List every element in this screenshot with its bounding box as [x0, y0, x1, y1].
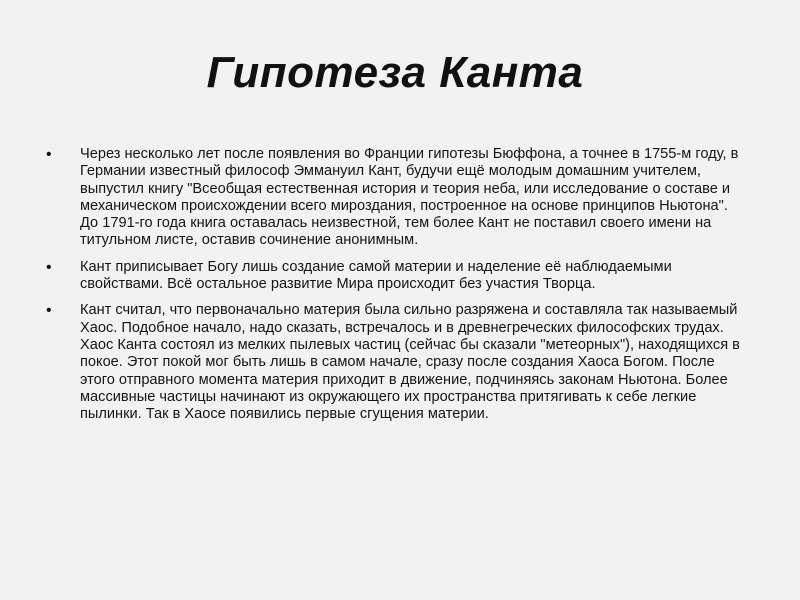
bullet-dot-icon: •	[46, 258, 52, 276]
bullet-list	[46, 146, 746, 432]
bullet-dot-icon: •	[46, 302, 52, 320]
bullet-dot-icon: •	[46, 146, 52, 163]
bullet-item-3	[46, 302, 746, 423]
slide-title: Гипотеза Канта	[206, 48, 584, 97]
bullet-item-2	[46, 259, 746, 294]
bullet-text-3: Кант считал, что первоначально материя была сильно разряжена и составляла так называемый Хаос. Подобное начало, надо сказать, встречалось и в древнегреческих философских трудах. Хаос Канта состоял из мелких пылевых частиц (сейчас бы сказали "метеорных"), находящихся в покое. Этот покой мог быть лишь в самом начале, сразу после создания Хаоса Богом. После этого отправного момента материя приходит в движение, подчиняясь законам Ньютона. Более массивные частицы начинают из окружающего их пространства притягивать к себе легкие пылинки. Так в Хаосе появились первые сгущения материи.	[80, 302, 740, 423]
bullet-text-1: Через несколько лет после появления во Франции гипотезы Бюффона, а точнее в 1755-м году, в Германии известный философ Эммануил Кант, будучи ещё молодым домашним учителем, выпустил книгу "Всеобщая естественная история и теория неба, или исследование о составе и механическом происхождении всего мироздания, построенное на основе принципов Ньютона". До 1791-го года книга оставалась неизвестной, тем более Кант не поставил своего имени на титульном листе, оставив сочинение анонимным.	[80, 146, 739, 249]
bullet-item-1	[46, 146, 746, 250]
bullet-text-2: Кант приписывает Богу лишь создание самой материи и наделение её наблюдаемыми свойствами. Всё остальное развитие Мира происходит без участия Творца.	[80, 258, 672, 293]
